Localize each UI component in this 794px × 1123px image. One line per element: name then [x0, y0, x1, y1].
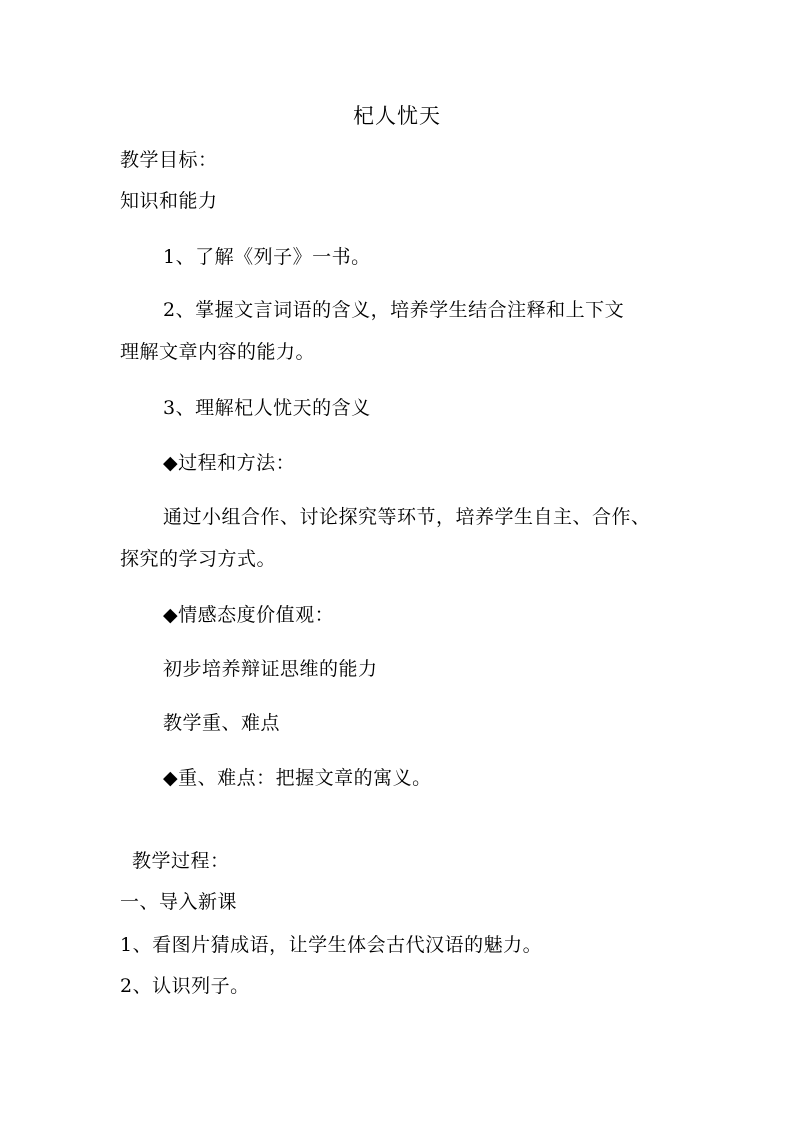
objective-item-3: 3、理解杞人忧天的含义 — [163, 397, 371, 419]
key-points-text: ◆重、难点：把握文章的寓义。 — [163, 767, 432, 789]
objective-item-1: 1、了解《列子》一书。 — [163, 246, 371, 268]
objective-item-2-line-1: 2、掌握文言词语的含义，培养学生结合注释和上下文 — [163, 299, 625, 321]
objective-item-2-line-2: 理解文章内容的能力。 — [120, 341, 316, 363]
key-points-heading: 教学重、难点 — [163, 712, 281, 734]
objectives-heading: 教学目标： — [120, 149, 218, 171]
process-method-line-2: 探究的学习方式。 — [120, 548, 277, 570]
teaching-process-heading: 教学过程： — [132, 850, 230, 872]
process-method-heading: ◆过程和方法： — [163, 452, 296, 474]
step-2: 2、认识列子。 — [120, 975, 250, 997]
emotion-heading: ◆情感态度价值观： — [163, 604, 335, 626]
section-1-heading: 一、导入新课 — [120, 891, 238, 913]
emotion-text: 初步培养辩证思维的能力 — [163, 658, 378, 680]
knowledge-heading: 知识和能力 — [120, 190, 218, 212]
step-1: 1、看图片猜成语，让学生体会古代汉语的魅力。 — [120, 934, 543, 956]
process-method-line-1: 通过小组合作、讨论探究等环节，培养学生自主、合作、 — [163, 506, 651, 528]
document-title: 杞人忧天 — [353, 104, 441, 128]
